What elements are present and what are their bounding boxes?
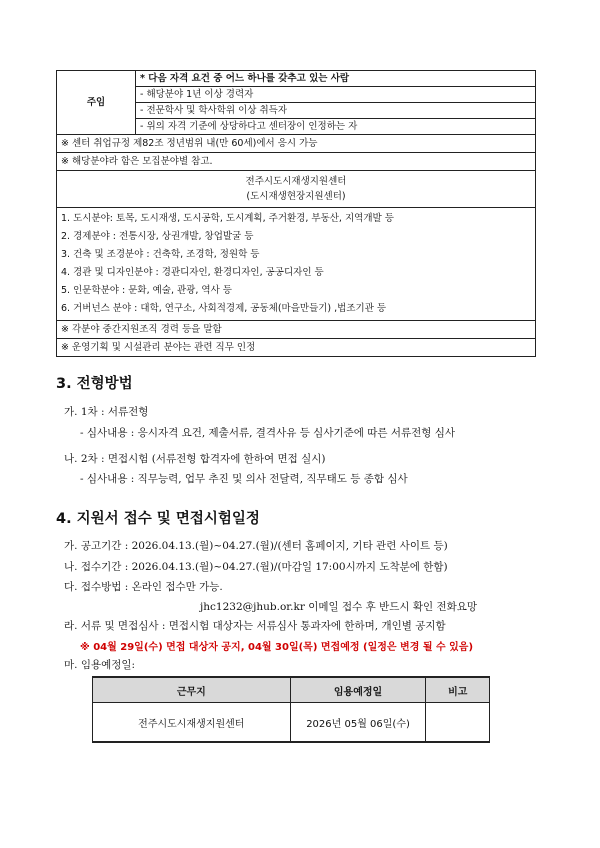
- field-item: 2. 경제분야 : 전통시장, 상권개발, 창업발굴 등: [61, 231, 254, 242]
- field-item: 6. 거버넌스 분야 : 대학, 연구소, 사회적경제, 공동체(마을만들기) ,법조기관 등: [61, 303, 387, 314]
- note-item: - 위의 자격 기준에 상당하다고 센터장이 인정하는 자: [136, 118, 535, 134]
- remark: ※ 해당분야라 함은 모집분야별 참고.: [57, 153, 536, 171]
- section-4-line: 가. 공고기간 : 2026.04.13.(월)~04.27.(월)/(센터 홈페이지, 기타 관련 사이트 등): [64, 540, 448, 552]
- section-4-line: 라. 서류 및 면접심사 : 면접시험 대상자는 서류심사 통과자에 한하며, 개인별 공지함: [64, 620, 446, 632]
- contact-email: jhc1232@jhub.or.kr 이메일 접수 후 반드시 확인 전화요망: [200, 601, 478, 613]
- schedule-header: 근무지: [93, 677, 291, 703]
- note-content: [136, 71, 536, 135]
- section-3-line: 나. 2차 : 면접시험 (서류전형 합격자에 한하여 면접 실시): [64, 453, 326, 465]
- section-4-line: 다. 접수방법 : 온라인 접수만 가능.: [64, 581, 223, 593]
- section-3-line: - 심사내용 : 응시자격 요건, 제출서류, 결격사유 등 심사기준에 따른 서류전형 심사: [80, 427, 456, 439]
- requirements-table: [56, 70, 536, 357]
- center-subname: (도시재생현장지원센터): [246, 191, 346, 202]
- note-row: [57, 71, 536, 135]
- interview-notice: ※ 04월 29일(수) 면접 대상자 공지, 04월 30일(목) 면접예정 (일정은 변경 될 수 있음): [80, 642, 474, 653]
- field-item: 3. 건축 및 조경분야 : 건축학, 조경학, 정원학 등: [61, 249, 260, 260]
- schedule-cell: 전주시도시재생지원센터: [93, 703, 291, 743]
- note-item: - 해당분야 1년 이상 경력자: [136, 86, 535, 102]
- section-4-title: 4. 지원서 접수 및 면접시험일정: [56, 511, 260, 527]
- note-head: 주임: [57, 71, 136, 135]
- center-name: 전주시도시재생지원센터: [245, 176, 347, 187]
- section-4-line: 마. 임용예정일:: [64, 659, 136, 671]
- schedule-header: 임용예정일: [290, 677, 426, 703]
- section-3-line: 가. 1차 : 서류전형: [64, 406, 149, 418]
- remark: ※ 센터 취업규정 제82조 정년범위 내(만 60세)에서 응시 가능: [57, 135, 536, 153]
- table-row: [93, 703, 490, 743]
- section-4-line: 나. 접수기간 : 2026.04.13.(월)~04.27.(월)/(마감일 17:00시까지 도착분에 한함): [64, 561, 448, 573]
- schedule-cell: [426, 703, 490, 743]
- field-item: 4. 경관 및 디자인분야 : 경관디자인, 환경디자인, 공공디자인 등: [61, 267, 324, 278]
- center-name-cell: [57, 171, 536, 208]
- remark: ※ 각분야 중간지원조직 경력 등을 말함: [57, 321, 536, 339]
- note-item: - 전문학사 및 학사학위 이상 취득자: [136, 102, 535, 118]
- schedule-header: 비고: [426, 677, 490, 703]
- note-title: * 다음 자격 요건 중 어느 하나를 갖추고 있는 사람: [140, 73, 350, 84]
- section-3-line: - 심사내용 : 직무능력, 업무 추진 및 의사 전달력, 직무태도 등 종합 심사: [80, 473, 408, 485]
- remark: ※ 운영기획 및 시설관리 분야는 관련 직무 인정: [57, 339, 536, 357]
- field-item: 5. 인문학분야 : 문화, 예술, 관광, 역사 등: [61, 285, 232, 296]
- section-3-title: 3. 전형방법: [56, 376, 133, 392]
- field-list: [57, 208, 536, 321]
- schedule-table: [92, 676, 490, 743]
- schedule-cell: 2026년 05월 06일(수): [290, 703, 426, 743]
- field-item: 1. 도시분야: 토목, 도시재생, 도시공학, 도시계획, 주거환경, 부동산, 지역개발 등: [61, 213, 394, 224]
